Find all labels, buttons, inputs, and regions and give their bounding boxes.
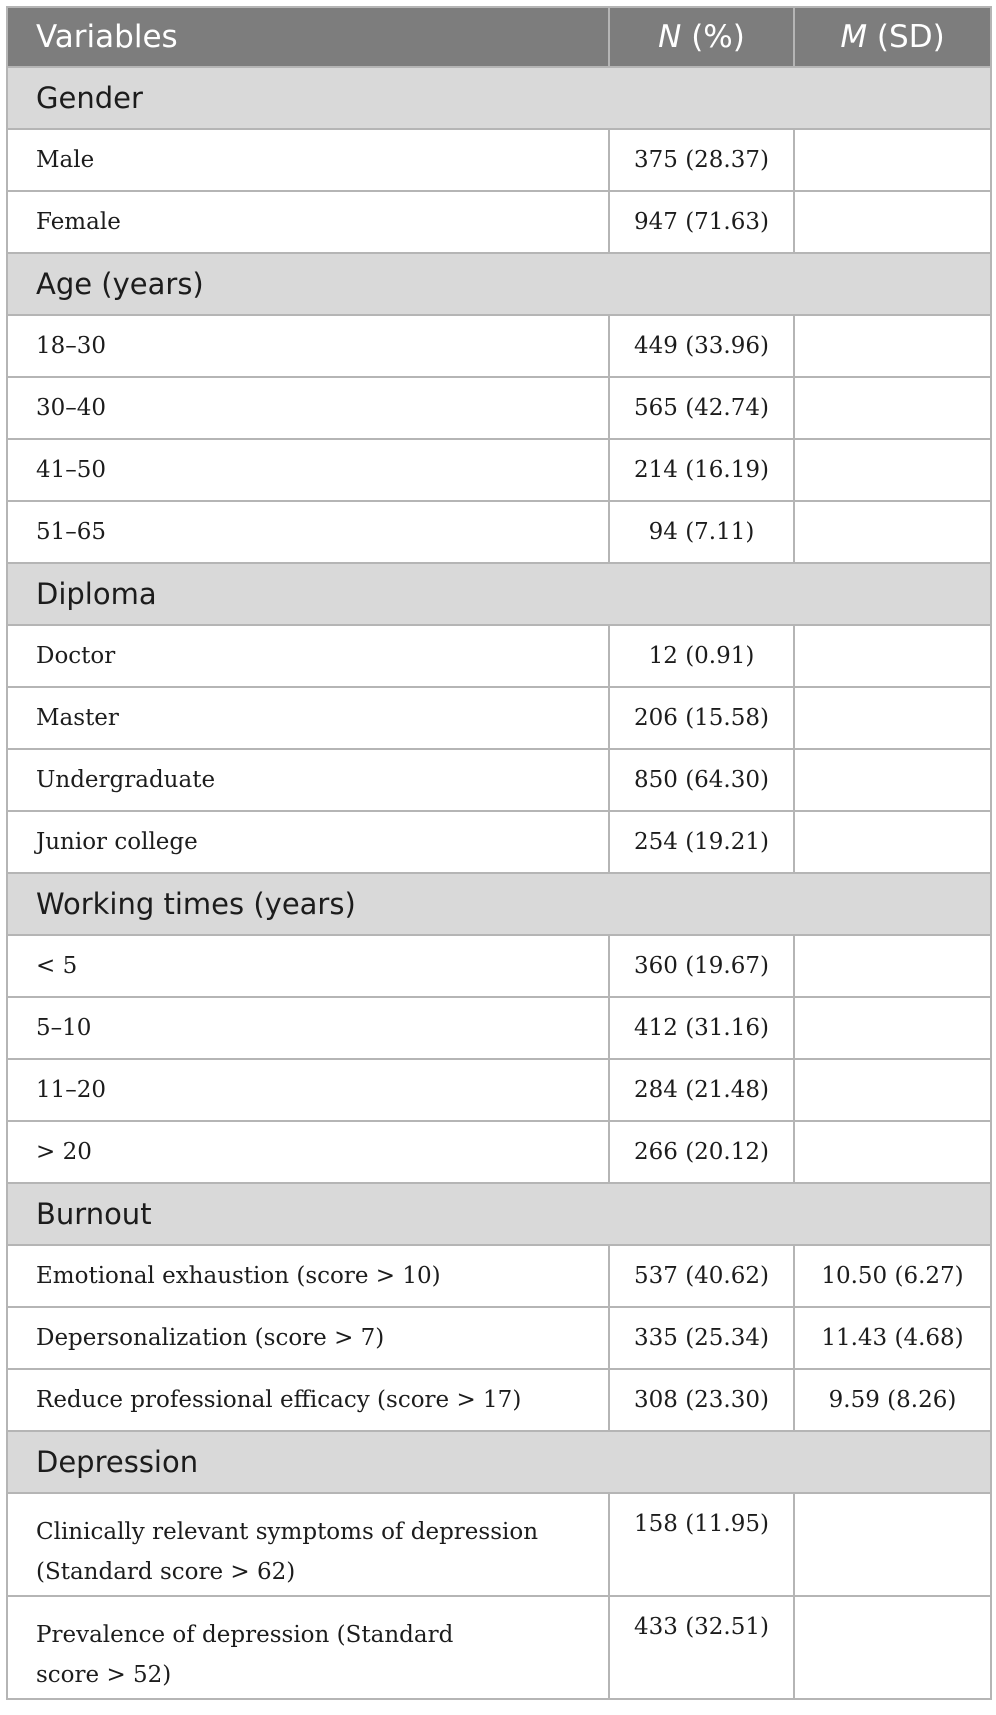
row-m-value <box>794 501 991 563</box>
table-row <box>7 1493 991 1596</box>
header-m-sd <box>794 7 991 67</box>
section-title: Burnout <box>7 1183 991 1245</box>
section-title: Depression <box>7 1431 991 1493</box>
table-row <box>7 687 991 749</box>
row-label: Junior college <box>7 811 609 873</box>
row-m-value <box>794 997 991 1059</box>
row-label-line2: score > 52) <box>36 1662 172 1688</box>
row-m-value: 10.50 (6.27) <box>794 1245 991 1307</box>
row-label: Depersonalization (score > 7) <box>7 1307 609 1369</box>
row-n-value: 335 (25.34) <box>609 1307 794 1369</box>
table-row <box>7 129 991 191</box>
header-variables: Variables <box>7 7 609 67</box>
row-label: 51–65 <box>7 501 609 563</box>
section-row-gender <box>7 67 991 129</box>
header-n-unit: (%) <box>681 19 745 55</box>
row-n-value: 375 (28.37) <box>609 129 794 191</box>
header-n-percent <box>609 7 794 67</box>
row-n-value: 158 (11.95) <box>609 1493 794 1596</box>
row-m-value <box>794 625 991 687</box>
row-label: 18–30 <box>7 315 609 377</box>
row-m-value <box>794 315 991 377</box>
table-row <box>7 1121 991 1183</box>
row-m-value <box>794 191 991 253</box>
row-label: Male <box>7 129 609 191</box>
row-label: Undergraduate <box>7 749 609 811</box>
row-label: Master <box>7 687 609 749</box>
row-label: Reduce professional efficacy (score > 17) <box>7 1369 609 1431</box>
table-row <box>7 625 991 687</box>
section-row-working-times <box>7 873 991 935</box>
row-n-value: 308 (23.30) <box>609 1369 794 1431</box>
row-label: 11–20 <box>7 1059 609 1121</box>
row-label: > 20 <box>7 1121 609 1183</box>
table-row <box>7 377 991 439</box>
table-row <box>7 811 991 873</box>
section-row-burnout <box>7 1183 991 1245</box>
header-m-symbol: M <box>840 19 868 55</box>
row-m-value <box>794 749 991 811</box>
row-label: 5–10 <box>7 997 609 1059</box>
table-row <box>7 1596 991 1699</box>
row-label: Emotional exhaustion (score > 10) <box>7 1245 609 1307</box>
row-label: 30–40 <box>7 377 609 439</box>
row-m-value <box>794 377 991 439</box>
table-row <box>7 935 991 997</box>
demographics-table <box>6 6 992 1700</box>
row-label: 41–50 <box>7 439 609 501</box>
header-m-unit: (SD) <box>867 19 945 55</box>
row-m-value <box>794 1493 991 1596</box>
row-m-value <box>794 935 991 997</box>
table-row <box>7 315 991 377</box>
row-n-value: 12 (0.91) <box>609 625 794 687</box>
row-m-value <box>794 687 991 749</box>
table-row <box>7 749 991 811</box>
row-label-line1: Clinically relevant symptoms of depression <box>36 1519 539 1545</box>
section-row-age <box>7 253 991 315</box>
row-label: Doctor <box>7 625 609 687</box>
row-n-value: 433 (32.51) <box>609 1596 794 1699</box>
row-m-value <box>794 1596 991 1699</box>
row-n-value: 94 (7.11) <box>609 501 794 563</box>
row-n-value: 537 (40.62) <box>609 1245 794 1307</box>
row-n-value: 360 (19.67) <box>609 935 794 997</box>
row-n-value: 449 (33.96) <box>609 315 794 377</box>
table-row <box>7 191 991 253</box>
section-title: Gender <box>7 67 991 129</box>
header-n-symbol: N <box>658 19 682 55</box>
row-n-value: 254 (19.21) <box>609 811 794 873</box>
section-title: Diploma <box>7 563 991 625</box>
row-label-line1: Prevalence of depression (Standard <box>36 1622 454 1648</box>
row-label: < 5 <box>7 935 609 997</box>
row-n-value: 947 (71.63) <box>609 191 794 253</box>
row-m-value <box>794 1121 991 1183</box>
row-m-value <box>794 1059 991 1121</box>
row-n-value: 206 (15.58) <box>609 687 794 749</box>
row-label <box>7 1596 609 1699</box>
row-n-value: 412 (31.16) <box>609 997 794 1059</box>
row-label <box>7 1493 609 1596</box>
section-row-diploma <box>7 563 991 625</box>
row-n-value: 565 (42.74) <box>609 377 794 439</box>
row-n-value: 284 (21.48) <box>609 1059 794 1121</box>
row-m-value <box>794 129 991 191</box>
table-row <box>7 1369 991 1431</box>
table-row <box>7 1059 991 1121</box>
table-row <box>7 439 991 501</box>
row-n-value: 266 (20.12) <box>609 1121 794 1183</box>
row-m-value <box>794 439 991 501</box>
row-m-value <box>794 811 991 873</box>
table-row <box>7 1307 991 1369</box>
section-title: Age (years) <box>7 253 991 315</box>
row-m-value: 11.43 (4.68) <box>794 1307 991 1369</box>
row-m-value: 9.59 (8.26) <box>794 1369 991 1431</box>
row-label: Female <box>7 191 609 253</box>
row-n-value: 850 (64.30) <box>609 749 794 811</box>
table-row <box>7 997 991 1059</box>
header-row <box>7 7 991 67</box>
section-title: Working times (years) <box>7 873 991 935</box>
table-row <box>7 1245 991 1307</box>
table-row <box>7 501 991 563</box>
row-n-value: 214 (16.19) <box>609 439 794 501</box>
row-label-line2: (Standard score > 62) <box>36 1559 296 1585</box>
section-row-depression <box>7 1431 991 1493</box>
